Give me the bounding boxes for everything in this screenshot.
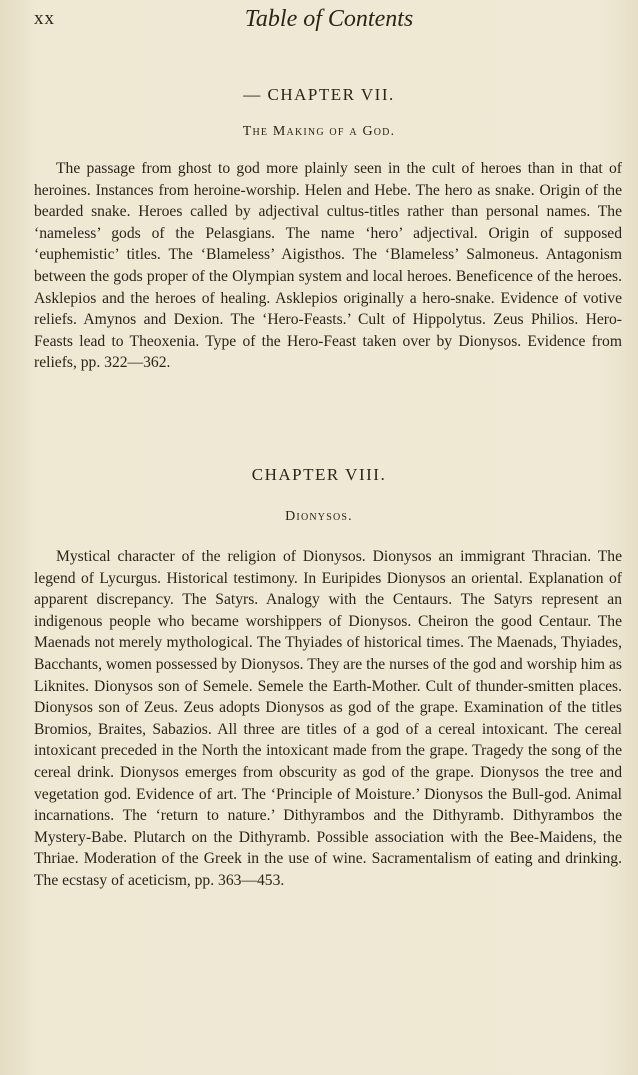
- page-number: xx: [34, 8, 55, 29]
- running-title: Table of Contents: [244, 6, 414, 32]
- chapter-7-subtitle: The Making of a God.: [242, 124, 396, 139]
- chapter-7-heading: — CHAPTER VII.: [243, 85, 395, 104]
- chapter-7-summary: The passage from ghost to god more plainly seen in the cult of heroes than in that of heroines. Instances from heroine-worship. Helen and Hebe. The hero as snake. Origin of the bearded snake. Heroes called by adjectival cultus-titles rather than personal names. The ‘nameless’ gods of the Pelasgians. The name ‘hero’ adjectival. Origin of supposed ‘euphemistic’ titles. The ‘Blameless’ Aigisthos. The ‘Blameless’ Salmoneus. Antagonism between the gods proper of the Olympian system and local heroes. Beneficence of the heroes. Asklepios and the heroes of healing. Asklepios originally a hero-snake. Evidence of votive reliefs. Amynos and Dexion. The ‘Hero-Feasts.’ Cult of Hippolytus. Zeus Philios. Hero-Feasts lead to Theoxenia. Type of the Hero-Feast taken over by Dionysos. Evidence from reliefs, pp. 322—362.: [34, 160, 622, 372]
- page-header: [34, 6, 604, 36]
- chapter-8-subtitle: Dionysos.: [285, 509, 353, 524]
- chapter-8-summary: Mystical character of the religion of Dionysos. Dionysos an immigrant Thracian. The legend of Lycurgus. Historical testimony. In Euripides Dionysos an oriental. Explanation of apparent discrepancy. The Satyrs. Analogy with the Centaurs. The Satyrs represent an indigenous people who became worshippers of Dionysos. Cheiron the good Centaur. The Maenads not merely mythological. The Thyiades of historical times. The Maenads, Thyiades, Bacchants, women possessed by Dionysos. They are the nurses of the god and worship him as Liknites. Dionysos son of Semele. Semele the Earth-Mother. Cult of thunder-smitten places. Dionysos son of Zeus. Zeus adopts Dionysos as god of the grape. Examination of the titles Bromios, Braites, Sabazios. All three are titles of a god of a cereal intoxicant. The cereal intoxicant preceded in the North the intoxicant made from the grape. Tragedy the song of the cereal drink. Dionysos emerges from obscurity as god of the grape. Dionysos the tree and vegetation god. Evidence of art. The ‘Principle of Moisture.’ Dionysos the Bull-god. Animal incarnations. The ‘return to nature.’ Dithyrambos and the Dithyramb. Dithyrambos the Mystery-Babe. Plutarch on the Dithyramb. Possible association with the Bee-Maidens, the Thriae. Moderation of the Greek in the use of wine. Sacramentalism of eating and drinking. The ecstasy of aceticism, pp. 363—453.: [34, 548, 622, 889]
- chapter-8-heading: CHAPTER VIII.: [251, 465, 387, 484]
